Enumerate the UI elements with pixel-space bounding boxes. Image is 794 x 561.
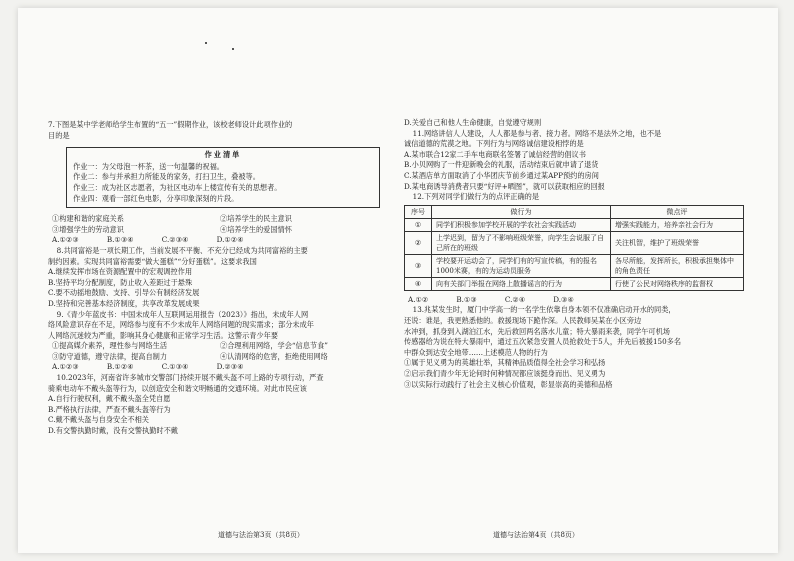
q9-options — [48, 341, 388, 362]
option: ④培养学生的爱国情怀 — [220, 224, 292, 234]
option: A.继续发挥市场在资源配置中的宏观调控作用 — [48, 267, 193, 277]
box-line: 作业三：成为社区志愿者，为社区电动车上楼宣传有关的思想者。 — [73, 182, 282, 192]
box-line: 作业二：参与并承担力所能及的家务，打扫卫生，叠被等。 — [73, 172, 260, 182]
choice: A.①②③ — [52, 362, 79, 372]
box-title: 作业清单 — [204, 150, 242, 160]
row-number: ② — [405, 231, 432, 254]
option: A.自行行驶权利，戴不戴头盔全凭自愿 — [48, 394, 171, 404]
q12-choices — [404, 295, 744, 306]
row-comment: 关注机智，维护了班级荣誉 — [611, 231, 744, 254]
box-line: 作业四：观看一部红色电影，分享印象深刻的片段。 — [73, 193, 239, 203]
option: ②培养学生的民主意识 — [220, 214, 292, 224]
option: A.某市联合12家二手车电商联名签署了诚信经营的倡议书 — [404, 149, 586, 159]
table-row — [405, 231, 744, 254]
table-row — [405, 218, 744, 231]
q10-stem-cont: 骑乘电动车不戴头盔等行为，以创造安全和谐文明畅通的交通环境。对此市民应该 — [48, 383, 307, 393]
box-line: 作业一：为父母泡一杯茶，送一句温馨的祝福。 — [73, 161, 224, 171]
q9-stem-cont: 人网络沉迷较为严重，影响其身心健康和正常学习生活。这警示青少年要 — [48, 330, 279, 340]
scan-speck — [232, 48, 234, 50]
q7-stem-cont: 目的是 — [48, 130, 70, 140]
q13-stem-cont: 水冲到，抓身到入湖泊江水，先后救回两名落水儿童；特大暴雨来袭，同学午可机场 — [404, 326, 670, 336]
choice: D.①②④ — [216, 235, 244, 245]
row-number: ③ — [405, 254, 432, 277]
col-header: 微点评 — [611, 205, 744, 218]
q7-stem: 7.下图是某中学老师给学生布置的“五一”假期作业，该校老师设计此项作业的 — [48, 120, 293, 129]
option: ①提高媒介素养，理性参与网络生活 — [52, 341, 168, 351]
option: C.戴不戴头盔与自身安全不相关 — [48, 415, 149, 425]
row-comment: 增强实践能力，培养亲社会行为 — [611, 218, 744, 231]
option: ③增强学生的劳动意识 — [52, 224, 124, 234]
exam-sheet — [18, 8, 778, 553]
table-row — [405, 254, 744, 277]
row-behavior: 学校要开运动会了，同学们有的写宣传稿，有的报名1000米赛，有的为运动员服务 — [432, 254, 611, 277]
q11-stem-cont: 诚信道德的荒漠之地。下列行为与网络诚信建设相悖的是 — [404, 139, 584, 149]
choice: D.②③④ — [216, 362, 244, 372]
option: C.某酒店单方面取消了小华团庆节前乡通过某APP预约的房间 — [404, 170, 599, 180]
q13-stem-cont: 中群众到达安全地带……上述模范人物的行为 — [404, 347, 548, 357]
table-header-row — [405, 205, 744, 218]
row-number: ④ — [405, 277, 432, 290]
q7-options — [48, 214, 388, 235]
option: B.小贝网购了一件迎新晚会的礼服，活动结束后就申请了退货 — [404, 160, 599, 170]
option: ②合理利用网络，学会“信息节食” — [220, 341, 328, 351]
homework-list-box — [66, 147, 380, 208]
q9-choices — [48, 362, 388, 373]
option: C.要不动摇地鼓励、支持、引导公有制经济发展 — [48, 288, 200, 298]
choice: A.①②③ — [52, 235, 79, 245]
choice: C.①③④ — [161, 362, 189, 372]
q9-stem: 9.《青少年蓝皮书：中国未成年人互联网运用报告（2023）》指出，未成年人网 — [56, 309, 309, 319]
row-comment: 行使了公民对网络秩序的监督权 — [611, 277, 744, 290]
option: ①构建和谐的家庭关系 — [52, 214, 124, 224]
left-page-footer: 道德与法治第3页（共8页） — [218, 531, 304, 539]
option: D.有交警执勤时戴，没有交警执勤时不戴 — [48, 426, 178, 436]
behavior-table — [404, 205, 744, 291]
choice: B.①③ — [456, 294, 477, 304]
col-header: 做行为 — [432, 205, 611, 218]
col-header: 序号 — [405, 205, 432, 218]
table-row — [405, 277, 744, 290]
option: B.坚持平均分配制度，防止收入差距过于悬殊 — [48, 277, 193, 287]
row-number: ① — [405, 218, 432, 231]
row-behavior: 上学迟到，留为了不影响班级荣誉，向学生会说服了自己所在的班级 — [432, 231, 611, 254]
q8-stem: 8.共同富裕是一项长期工作，当前发展不平衡、不充分已经成为共同富裕的主要 — [56, 245, 308, 255]
q10-option-d: D.关爱自己和他人生命健康，自觉遵守规则 — [404, 118, 542, 127]
q7-choices — [48, 235, 388, 246]
option: ②启示我们青少年无论何时何种情况都应该挺身而出、见义勇为 — [404, 368, 606, 378]
choice: C.②④ — [504, 294, 526, 304]
option: D.某电商诱导消费者只要“好评+晒图”，就可以获取相应的回报 — [404, 181, 605, 191]
option: ③防守道德，遵守法律，提高自制力 — [52, 351, 168, 361]
choice: A.①② — [408, 294, 429, 304]
choice: B.①③④ — [106, 235, 134, 245]
right-page-footer: 道德与法治第4页（共8页） — [493, 531, 579, 539]
option: B.严格执行法律，严查不戴头盔等行为 — [48, 404, 171, 414]
option: ④认清网络的危害，拒绝使用网络 — [220, 351, 328, 361]
row-behavior: 同学们积极参加学校开展的学农社会实践活动 — [432, 218, 611, 231]
choice: C.②③④ — [161, 235, 189, 245]
right-page — [404, 118, 744, 390]
q13-stem: 13.兆某发生时，厦门中学高一的一名学生依靠自身本领不仅准确启动开水的同类， — [412, 305, 676, 315]
option: ③以实际行动践行了社会主义核心价值观，彰显崇高的美德和品格 — [404, 379, 613, 389]
row-comment: 各尽所能，发挥所长，积极承担集体中的角色责任 — [611, 254, 744, 277]
option: ①属于见义勇为的英雄壮举，其精神品质值得全社会学习和弘扬 — [404, 358, 606, 368]
q12-stem: 12.下列对同学们做行为的点评正确的是 — [412, 192, 540, 202]
q8-stem-cont: 制约因素。实现共同富裕需要“做大蛋糕”“分好蛋糕”。这要求我国 — [48, 256, 257, 266]
choice: B.①②④ — [106, 362, 134, 372]
q10-stem: 10.2023年，河南省许多城市交警部门持续开展不戴头盔不可上路的专项行动，严查 — [56, 373, 324, 383]
option: D.坚持和完善基本经济制度，共享改革发展成果 — [48, 298, 200, 308]
scan-speck — [205, 42, 207, 44]
q13-stem-cont: 还说：谁是，我更熟悉他的。救援现场下跪作深。人民教师吴某在小区旁边 — [404, 315, 642, 325]
row-behavior: 向有关部门举报在网络上散播谣言的行为 — [432, 277, 611, 290]
choice: D.③④ — [553, 294, 574, 304]
q11-stem: 11.网络讲信人人建设，人人都是参与者、接力者。网络不是法外之地，也不是 — [412, 128, 662, 138]
q13-stem-cont: 传感器给为说在特大暴雨中，通过五次紧急安置人员抢救处于5人，并先后被援150多名 — [404, 337, 682, 347]
left-page — [48, 120, 388, 437]
q9-stem-cont: 络风险意识存在不足，网络参与度有不少未成年人网络问题的现实需求；部分未成年 — [48, 320, 314, 330]
